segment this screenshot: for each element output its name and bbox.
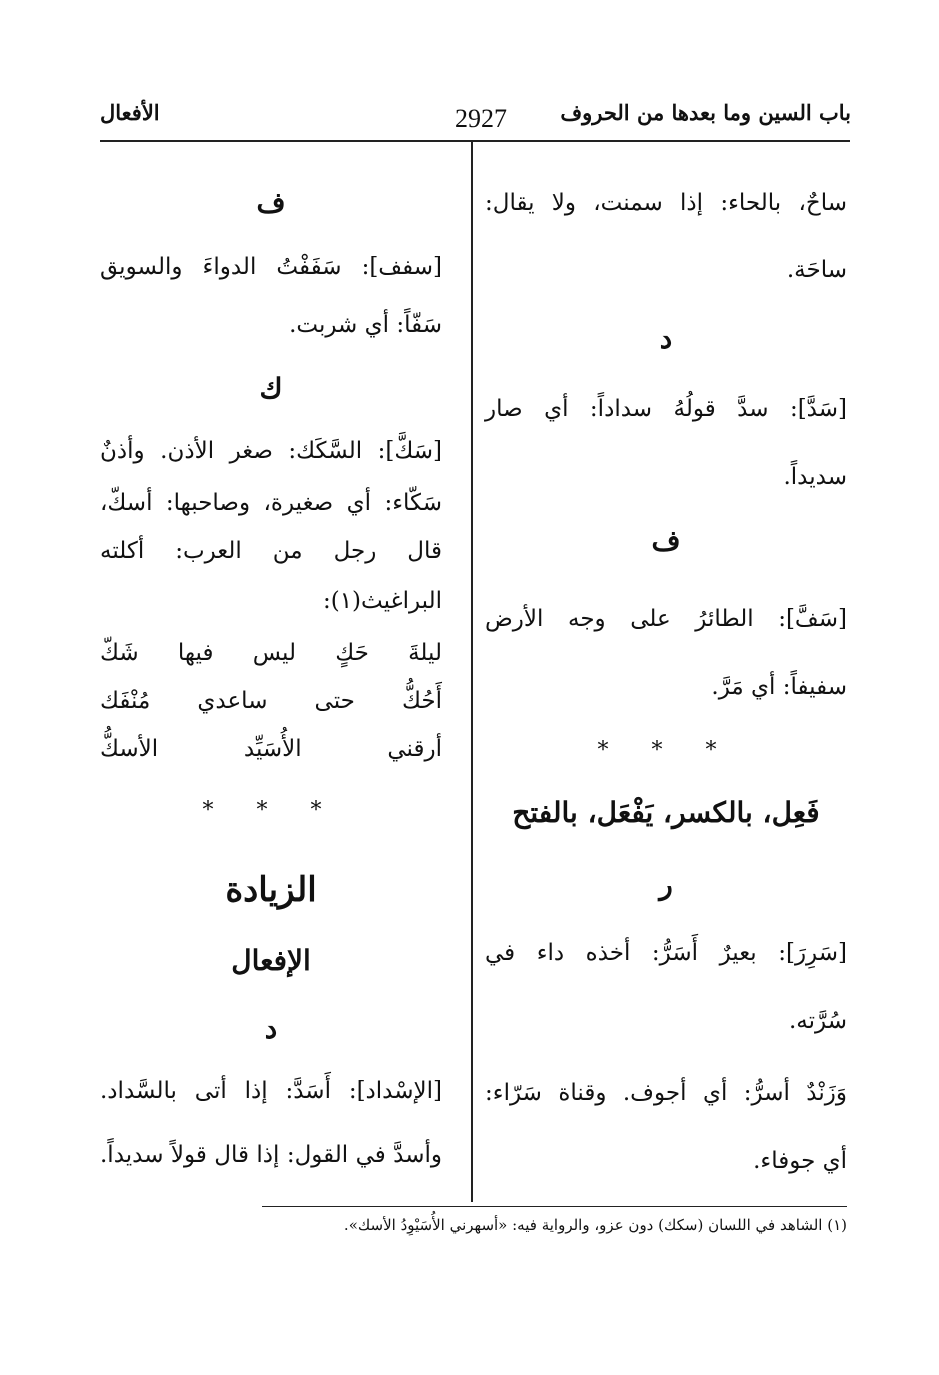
verse-line: أرقني الأُسَيِّد الأسكُّ [100,736,442,762]
footnote: (١) الشاهد في اللسان (سكك) دون عزو، والرواية فيه: «أسهرني الأُسَيْوِدُ الأسك». [343,1216,847,1234]
entry-line: [سَرِرَ]: بعيرٌ أَسَرُّ: أخذه داء في [485,940,847,966]
text-line: سَكّاء: أي صغيرة، وصاحبها: أسكّ، [100,490,442,516]
entry-line: [الإسْداد]: أَسَدَّ: إذا أتى بالسَّداد. [100,1078,442,1104]
page-number: 2927 [455,104,507,133]
text-line: سَفّاً: أي شربت. [289,312,442,338]
footnote-rule [262,1206,847,1207]
section-title-ziyada: الزيادة [225,870,317,910]
verse-line: أَحُكُّ حتى ساعدي مُنْفَك [100,688,442,714]
entry-line: وَزَنْدٌ أسرُّ: أي أجوف. وقناة سَرّاء: [485,1080,847,1106]
right-column [485,0,847,1200]
text-line: وأسدَّ في القول: إذا قال قولاً سديداً. [100,1142,442,1168]
running-header-section: الأفعال [100,100,160,125]
entry-line: [سَدَّ]: سدَّ قولُهُ سداداً: أي صار [485,396,847,422]
text-line: البراغيث(١): [322,588,442,614]
section-stars: * * * [597,738,735,763]
text-line: سُرَّته. [788,1008,847,1034]
left-column [100,0,442,1200]
section-title: فَعِل، بالكسر، يَفْعَل، بالفتح [512,796,820,829]
letter-heading: ف [256,186,286,219]
letter-heading: ك [259,372,283,405]
text-line: أي جوفاء. [753,1148,847,1174]
entry-line: [سَكَّ]: السَّكَك: صغر الأذن. وأذنٌ [100,438,442,464]
subsection-title-ifal: الإفعال [231,944,311,977]
letter-heading: د [659,322,673,355]
letter-heading: د [264,1012,278,1045]
section-stars: * * * [202,798,340,823]
text-line: سفيفاً: أي مَرَّ. [711,674,847,700]
running-header-chapter: باب السين وما بعدها من الحروف [560,100,851,125]
letter-heading: ر [659,868,673,901]
text-line: ساحٌ، بالحاء: إذا سمنت، ولا يقال: [485,190,847,216]
text-line: ساحَة. [786,257,847,283]
verse-line: ليلةَ حَكٍ ليس فيها شَكّ [100,640,442,666]
entry-line: [سَفَّ]: الطائرُ على وجه الأرض [485,606,847,632]
text-line: قال رجل من العرب: أكلته [100,538,442,564]
letter-heading: ف [651,524,681,557]
entry-line: [سفف]: سَفَفْتُ الدواءَ والسويق [100,254,442,280]
column-divider [471,142,473,1202]
text-line: سديداً. [783,464,847,490]
